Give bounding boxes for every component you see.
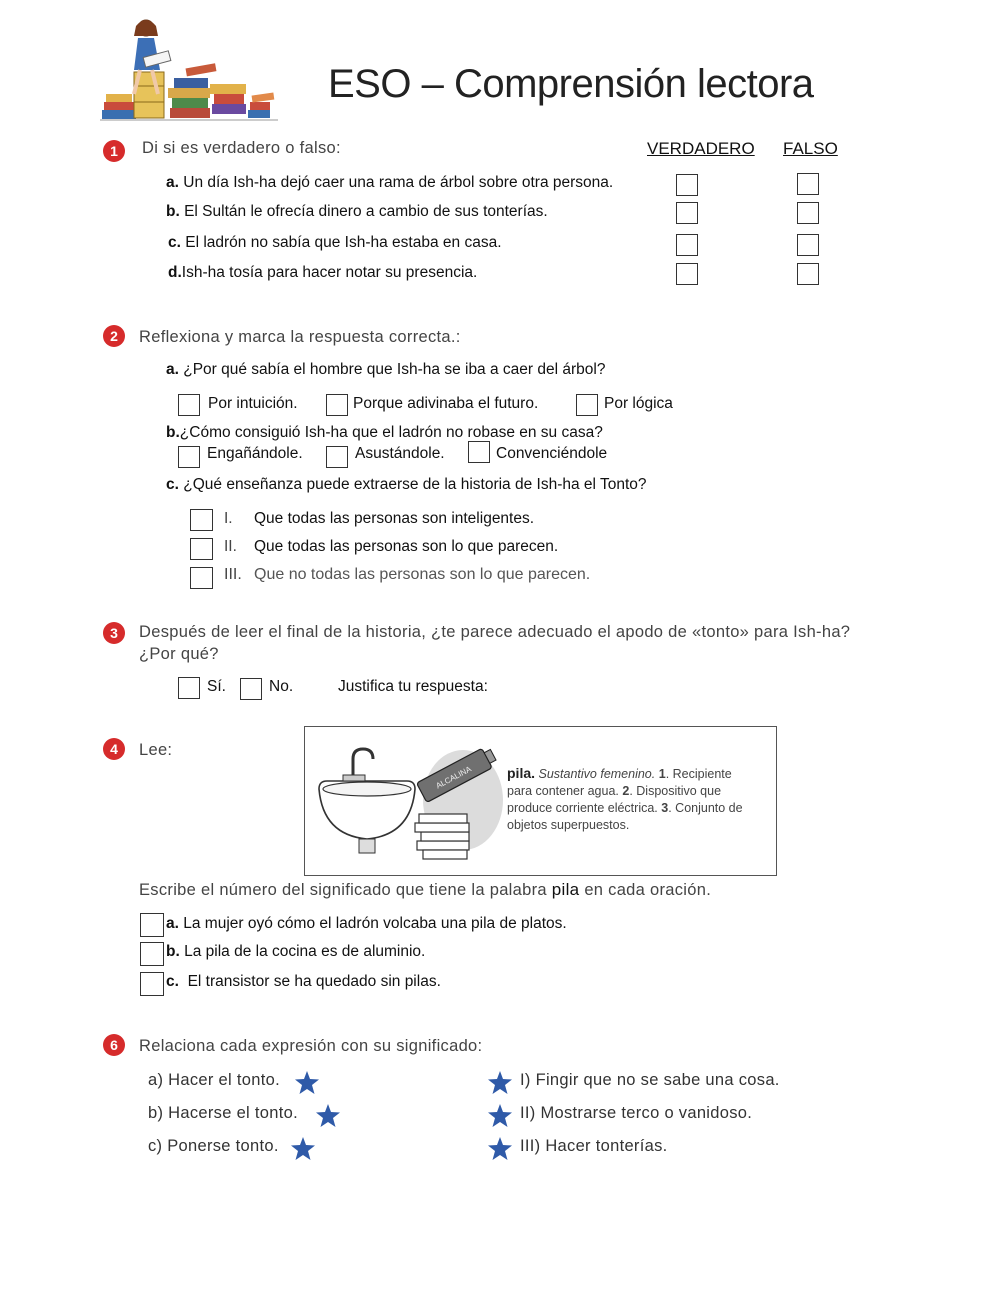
- battery-label: ALCALINA: [434, 764, 473, 791]
- item-text: La pila de la cocina es de aluminio.: [184, 943, 426, 960]
- tf-item-text: Un día Ish-ha dejó caer una rama de árbol sobre otra persona.: [183, 174, 614, 191]
- tf-item-text: El Sultán le ofrecía dinero a cambio de sus tonterías.: [184, 203, 548, 220]
- tf-item-c: [168, 234, 502, 252]
- question-2a: [166, 361, 605, 379]
- prompt-before: Escribe el número del significado que tiene la palabra: [139, 881, 547, 899]
- section-4-instruction: Lee:: [139, 741, 173, 759]
- q2a-option-2-label: Porque adivinaba el futuro.: [353, 395, 539, 412]
- section-6-instruction: Relaciona cada expresión con su significado:: [139, 1037, 483, 1055]
- item-label: c.: [166, 973, 179, 990]
- page-title: ESO – Comprensión lectora: [328, 62, 814, 106]
- pila-illustration: [313, 735, 503, 867]
- q2a-option-1-label: Por intuición.: [208, 395, 298, 412]
- definition-text-2: . Dispositivo que produce corriente eléctrica.: [507, 784, 722, 815]
- question-text: ¿Por qué sabía el hombre que Ish-ha se iba a caer del árbol?: [183, 361, 606, 378]
- tf-a-false-checkbox[interactable]: [797, 173, 819, 195]
- definition-number-3: 3: [661, 801, 669, 815]
- tf-c-true-checkbox[interactable]: [676, 234, 698, 256]
- star-icon-expression-c[interactable]: [291, 1137, 315, 1160]
- q2b-option-2-checkbox[interactable]: [326, 446, 348, 468]
- tf-item-d: [168, 264, 477, 282]
- meaning-1: I) Fingir que no se sabe una cosa.: [520, 1071, 780, 1089]
- tf-c-false-checkbox[interactable]: [797, 234, 819, 256]
- option-numeral: I.: [224, 510, 233, 527]
- tf-item-label: d.: [168, 264, 182, 281]
- reading-girl-illustration: [100, 14, 278, 126]
- tf-b-true-checkbox[interactable]: [676, 202, 698, 224]
- q2c-option-3-checkbox[interactable]: [190, 567, 213, 589]
- expression-b: b) Hacerse el tonto.: [148, 1104, 298, 1122]
- yes-checkbox[interactable]: [178, 677, 200, 699]
- column-header-true: VERDADERO: [647, 139, 755, 158]
- item-label: a.: [166, 915, 179, 932]
- pila-item-b: [166, 943, 425, 961]
- q2b-option-3-label: Convenciéndole: [496, 445, 608, 462]
- definition-text-3: . Conjunto de objetos superpuestos.: [507, 801, 743, 832]
- tf-d-true-checkbox[interactable]: [676, 263, 698, 285]
- section-6-number: 6: [103, 1034, 125, 1056]
- q2c-option-2-checkbox[interactable]: [190, 538, 213, 560]
- tf-item-text: El ladrón no sabía que Ish-ha estaba en casa.: [185, 234, 502, 251]
- prompt-word: pila: [551, 880, 580, 899]
- definition-number-1: 1: [658, 767, 666, 781]
- q2c-option-2: [224, 538, 558, 556]
- definition-grammar: Sustantivo femenino.: [538, 767, 656, 781]
- q2c-option-1-checkbox[interactable]: [190, 509, 213, 531]
- pila-b-answer-box[interactable]: [140, 942, 164, 966]
- pila-item-c: [166, 973, 441, 991]
- tf-item-a: [166, 174, 613, 192]
- section-2-instruction: Reflexiona y marca la respuesta correcta.:: [139, 328, 461, 346]
- section-2-number: 2: [103, 325, 125, 347]
- item-text: El transistor se ha quedado sin pilas.: [187, 973, 441, 990]
- expression-a: a) Hacer el tonto.: [148, 1071, 280, 1089]
- prompt-after: en cada oración.: [584, 881, 712, 899]
- definition-word: pila.: [507, 765, 536, 781]
- item-text: La mujer oyó cómo el ladrón volcaba una pila de platos.: [183, 915, 567, 932]
- question-label: a.: [166, 361, 179, 378]
- question-label: b.: [166, 424, 180, 441]
- q2b-option-1-checkbox[interactable]: [178, 446, 200, 468]
- no-checkbox[interactable]: [240, 678, 262, 700]
- question-text: ¿Cómo consiguió Ish-ha que el ladrón no robase en su casa?: [179, 424, 603, 441]
- option-text: Que todas las personas son lo que parecen.: [254, 538, 559, 555]
- pila-c-answer-box[interactable]: [140, 972, 164, 996]
- star-icon-meaning-2[interactable]: [488, 1104, 512, 1127]
- no-label: No.: [269, 678, 294, 695]
- option-text: Que todas las personas son inteligentes.: [254, 510, 535, 527]
- question-label: c.: [166, 476, 179, 493]
- tf-d-false-checkbox[interactable]: [797, 263, 819, 285]
- pila-item-a: [166, 915, 567, 933]
- section-3-number: 3: [103, 622, 125, 644]
- q2c-option-3: [224, 566, 590, 584]
- section-1-number: 1: [103, 140, 125, 162]
- option-text: Que no todas las personas son lo que parecen.: [254, 566, 591, 583]
- section-4-prompt: [139, 880, 711, 900]
- star-icon-meaning-1[interactable]: [488, 1071, 512, 1094]
- tf-item-label: a.: [166, 174, 179, 191]
- option-numeral: II.: [224, 538, 237, 555]
- section-3-question: Después de leer el final de la historia, ¿te parece adecuado el apodo de «tonto» para Ish-ha? ¿Por qué?: [139, 623, 851, 663]
- meaning-2: II) Mostrarse terco o vanidoso.: [520, 1104, 753, 1122]
- q2a-option-3-label: Por lógica: [604, 395, 673, 412]
- q2b-option-1-label: Engañándole.: [207, 445, 303, 462]
- q2b-option-3-checkbox[interactable]: [468, 441, 490, 463]
- tf-item-b: [166, 203, 548, 221]
- star-icon-expression-a[interactable]: [295, 1071, 319, 1094]
- q2a-option-2-checkbox[interactable]: [326, 394, 348, 416]
- section-1-instruction: Di si es verdadero o falso:: [142, 139, 341, 157]
- pila-definition: [507, 765, 757, 834]
- section-4-number: 4: [103, 738, 125, 760]
- definition-text-1: . Recipiente para contener agua.: [507, 767, 732, 798]
- star-icon-expression-b[interactable]: [316, 1104, 340, 1127]
- option-numeral: III.: [224, 566, 242, 583]
- tf-item-label: c.: [168, 234, 181, 251]
- meaning-3: III) Hacer tonterías.: [520, 1137, 668, 1155]
- tf-item-label: b.: [166, 203, 180, 220]
- star-icon-meaning-3[interactable]: [488, 1137, 512, 1160]
- question-text: ¿Qué enseñanza puede extraerse de la historia de Ish-ha el Tonto?: [183, 476, 647, 493]
- tf-a-true-checkbox[interactable]: [676, 174, 698, 196]
- q2b-option-2-label: Asustándole.: [355, 445, 445, 462]
- q2c-option-1: [224, 510, 534, 528]
- definition-number-2: 2: [622, 784, 630, 798]
- tf-item-text: Ish-ha tosía para hacer notar su presencia.: [181, 264, 478, 281]
- yes-label: Sí.: [207, 678, 226, 695]
- q2a-option-3-checkbox[interactable]: [576, 394, 598, 416]
- expression-c: c) Ponerse tonto.: [148, 1137, 279, 1155]
- column-header-false: FALSO: [783, 139, 838, 158]
- pila-a-answer-box[interactable]: [140, 913, 164, 937]
- q2a-option-1-checkbox[interactable]: [178, 394, 200, 416]
- question-2b: [166, 424, 603, 442]
- item-label: b.: [166, 943, 180, 960]
- definition-box: [304, 726, 777, 876]
- tf-b-false-checkbox[interactable]: [797, 202, 819, 224]
- question-2c: [166, 476, 647, 494]
- justify-label: Justifica tu respuesta:: [338, 678, 488, 695]
